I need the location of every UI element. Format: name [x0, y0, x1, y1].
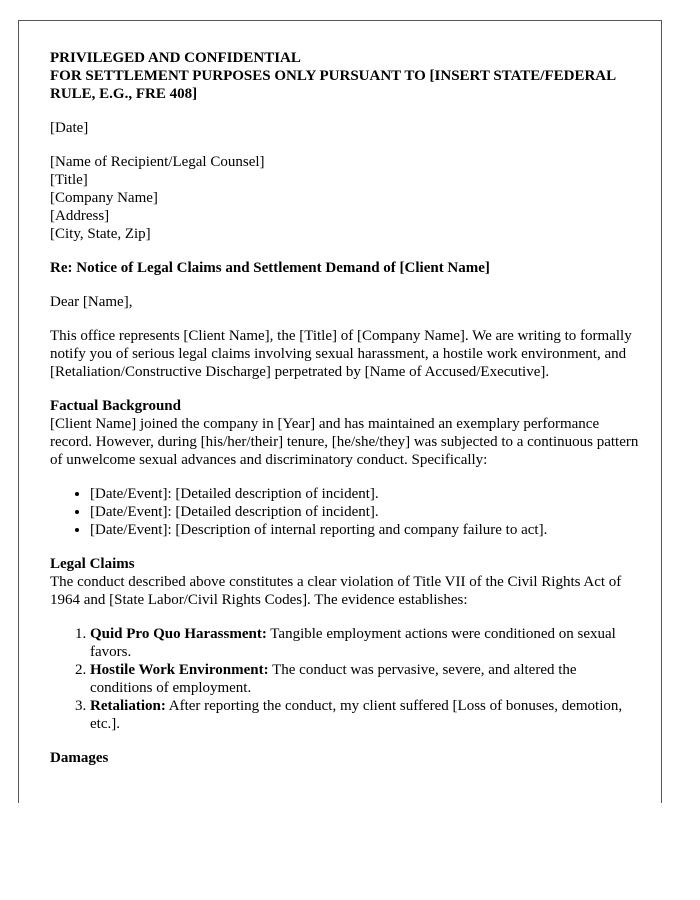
factual-background-text: [Client Name] joined the company in [Year] and has maintained an exemplary performance record. However, during [his/her/their] tenure, [he/she/they] was subjected to a continuous pattern of unwelcome sexual advances and discriminatory conduct. Specifically: — [50, 416, 639, 468]
recipient-title: [Title] — [50, 172, 88, 188]
header-line-privileged: PRIVILEGED AND CONFIDENTIAL — [50, 50, 301, 66]
letter-date: [Date] — [50, 120, 89, 136]
document-page — [18, 20, 662, 803]
recipient-address: [Address] — [50, 208, 110, 224]
legal-claims-text: The conduct described above constitutes a clear violation of Title VII of the Civil Rights Act of 1964 and [State Labor/Civil Rights Codes]. The evidence establishes: — [50, 574, 622, 608]
re-line: Re: Notice of Legal Claims and Settlement Demand of [Client Name] — [50, 260, 490, 276]
factual-background-section — [50, 397, 640, 469]
list-item: • [Date/Event]: [Detailed description of incident]. — [90, 485, 640, 503]
incident-list — [50, 485, 640, 539]
document-body — [50, 49, 640, 767]
header-line-settlement: FOR SETTLEMENT PURPOSES ONLY PURSUANT TO [INSERT STATE/FEDERAL RULE, E.G., FRE 408] — [50, 68, 616, 102]
claim-label: Quid Pro Quo Harassment: — [90, 626, 267, 642]
claim-label: Retaliation: — [90, 698, 166, 714]
list-item: • [Date/Event]: [Detailed description of incident]. — [90, 503, 640, 521]
recipient-address-block — [50, 153, 640, 243]
legal-claims-title: Legal Claims — [50, 556, 135, 572]
list-item — [90, 625, 640, 661]
confidential-header — [50, 49, 640, 103]
salutation: Dear [Name], — [50, 294, 133, 310]
list-item — [90, 661, 640, 697]
list-item: • [Date/Event]: [Description of internal reporting and company failure to act]. — [90, 521, 640, 539]
recipient-city: [City, State, Zip] — [50, 226, 151, 242]
list-item — [90, 697, 640, 733]
factual-background-title: Factual Background — [50, 398, 181, 414]
damages-title: Damages — [50, 750, 109, 766]
recipient-name: [Name of Recipient/Legal Counsel] — [50, 154, 265, 170]
claims-list — [50, 625, 640, 733]
intro-paragraph: This office represents [Client Name], the [Title] of [Company Name]. We are writing to formally notify you of serious legal claims involving sexual harassment, a hostile work environment, and [Retaliation/Constructive Discharge] perpetrated by [Name of Accused/Executive]. — [50, 328, 632, 380]
claim-text: After reporting the conduct, my client suffered [Loss of bonuses, demotion, etc.]. — [90, 698, 623, 732]
claim-text: Tangible employment actions were conditioned on sexual favors. — [90, 626, 616, 660]
claim-text: The conduct was pervasive, severe, and altered the conditions of employment. — [90, 662, 577, 696]
recipient-company: [Company Name] — [50, 190, 158, 206]
legal-claims-section — [50, 555, 640, 609]
claim-label: Hostile Work Environment: — [90, 662, 269, 678]
